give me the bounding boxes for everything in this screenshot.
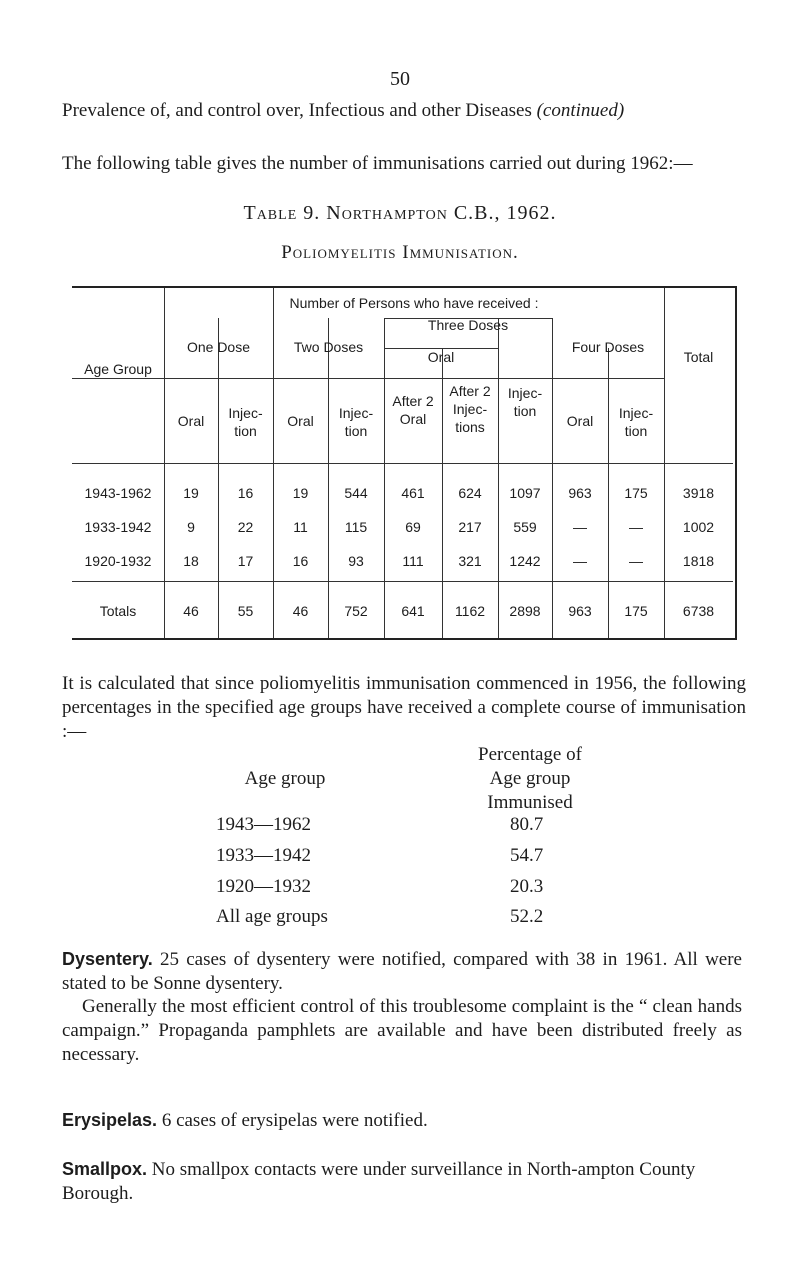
table-row <box>72 552 733 572</box>
total-cell: 641 <box>401 603 425 619</box>
total-cell: 55 <box>237 603 254 619</box>
cell: 1242 <box>509 553 541 569</box>
cell: 9 <box>187 519 195 535</box>
cell: 111 <box>402 553 424 569</box>
table-hline <box>72 463 733 464</box>
total-cell: 46 <box>183 603 199 619</box>
pct-header-age-group: Age group <box>244 768 326 789</box>
dysentery-text: 25 cases of dysentery were notified, compared with 38 in 1961. All were stated to be Sonne dysentery. <box>62 949 742 994</box>
pct-row-value: 54.7 <box>510 845 544 866</box>
pct-row-group: 1920—1932 <box>216 876 311 897</box>
subheader-injection: Injec- tion <box>618 405 654 439</box>
pct-row-group: 1943—1962 <box>216 814 311 835</box>
section-heading <box>62 100 624 122</box>
cell: 19 <box>292 485 309 501</box>
dysentery-label: Dysentery. <box>62 949 153 969</box>
table-vline <box>384 318 385 638</box>
cell: 115 <box>344 519 368 535</box>
cell: 1002 <box>682 519 715 535</box>
cell: 93 <box>348 553 364 569</box>
header-number-received: Number of Persons who have received : <box>289 295 539 311</box>
heading-main: Prevalence of, and control over, Infectious and other Diseases <box>62 100 537 121</box>
cell: 1818 <box>682 553 715 569</box>
subheader-after-2-injections: After 2 Injec- tions <box>449 383 491 435</box>
row-age: 1933-1942 <box>84 519 152 535</box>
subheader-oral: Oral <box>177 413 205 429</box>
table-vline <box>328 318 329 638</box>
header-oral-group: Oral <box>427 349 455 365</box>
pct-row-value: 20.3 <box>510 876 544 897</box>
table-row <box>72 484 733 504</box>
cell: 963 <box>568 485 592 501</box>
cell: — <box>573 519 587 535</box>
pct-row-group: 1933—1942 <box>216 845 311 866</box>
pct-row-value: 52.2 <box>510 906 544 927</box>
table-vline <box>218 318 219 638</box>
smallpox-paragraph <box>62 1157 742 1206</box>
header-two-doses: Two Doses <box>293 339 364 355</box>
pct-header-line1: Percentage of <box>478 744 582 765</box>
table-hline <box>72 581 733 582</box>
erysipelas-paragraph <box>62 1108 742 1133</box>
subheader-injection: Injec- tion <box>228 405 263 439</box>
total-cell: 963 <box>568 603 592 619</box>
cell: 18 <box>183 553 199 569</box>
table-hline <box>72 378 664 379</box>
totals-row <box>72 602 733 622</box>
pct-row-group: All age groups <box>216 906 328 927</box>
cell: 16 <box>292 553 309 569</box>
table-title: Table 9. Northampton C.B., 1962. <box>243 202 557 224</box>
row-age: 1920-1932 <box>84 553 152 569</box>
cell: 16 <box>237 485 254 501</box>
intro-text: The following table gives the number of immunisations carried out during 1962:— <box>62 153 693 174</box>
cell: 69 <box>405 519 421 535</box>
cell: 624 <box>458 485 482 501</box>
header-four-doses: Four Doses <box>571 339 645 355</box>
cell: 544 <box>344 485 368 501</box>
erysipelas-text: 6 cases of erysipelas were notified. <box>157 1110 428 1131</box>
cell: 19 <box>183 485 199 501</box>
table-vline <box>552 318 553 638</box>
header-age-group: Age Group <box>84 361 152 377</box>
pct-row-value: 80.7 <box>510 814 544 835</box>
table-vline <box>498 318 499 638</box>
subheader-injection: Injec- tion <box>338 405 374 439</box>
cell: — <box>629 519 643 535</box>
total-cell: 2898 <box>509 603 541 619</box>
cell: 461 <box>401 485 425 501</box>
pct-header-line3: Immunised <box>487 792 573 813</box>
header-one-dose: One Dose <box>186 339 251 355</box>
cell: — <box>629 553 643 569</box>
dysentery-paragraph-2: Generally the most efficient control of this troublesome complaint is the “ clean hands campaign.” Propaganda pamphlets are available and have been distributed freely as necessary. <box>62 996 742 1065</box>
smallpox-text: No smallpox contacts were under surveillance in North-ampton County Borough. <box>62 1159 696 1204</box>
total-cell: 752 <box>344 603 368 619</box>
subheader-injection: Injec- tion <box>507 385 543 419</box>
cell: 3918 <box>682 485 715 501</box>
header-three-doses: Three Doses <box>427 317 509 333</box>
total-cell: 1162 <box>454 603 486 619</box>
cell: — <box>573 553 587 569</box>
subheader-oral: Oral <box>287 413 314 429</box>
header-total: Total <box>683 349 714 365</box>
cell: 11 <box>293 519 308 535</box>
erysipelas-label: Erysipelas. <box>62 1110 158 1130</box>
totals-label: Totals <box>99 603 137 619</box>
dysentery-paragraph <box>62 947 742 996</box>
table-row <box>72 518 733 538</box>
heading-continued: (continued) <box>536 100 625 121</box>
cell: 321 <box>458 553 482 569</box>
page-number: 50 <box>390 68 410 90</box>
total-cell: 46 <box>292 603 309 619</box>
subheader-after-2-oral: After 2 Oral <box>392 393 434 427</box>
cell: 559 <box>513 519 537 535</box>
cell: 1097 <box>509 485 541 501</box>
cell: 217 <box>458 519 482 535</box>
smallpox-label: Smallpox. <box>62 1159 148 1179</box>
row-age: 1943-1962 <box>84 485 152 501</box>
subheader-oral: Oral <box>566 413 594 429</box>
pct-header-line2: Age group <box>489 768 571 789</box>
pct-header-percentage <box>450 743 610 815</box>
immunisation-table <box>72 286 737 640</box>
table-subtitle: Poliomyelitis Immunisation. <box>281 242 519 263</box>
cell: 22 <box>237 519 254 535</box>
cell: 17 <box>237 553 254 569</box>
cell: 175 <box>624 485 648 501</box>
total-cell: 175 <box>624 603 648 619</box>
calculation-text: It is calculated that since poliomyelitis immunisation commenced in 1956, the following percentages in the specified age groups have received a complete course of immunisation :— <box>62 673 746 742</box>
total-cell: 6738 <box>682 603 715 619</box>
